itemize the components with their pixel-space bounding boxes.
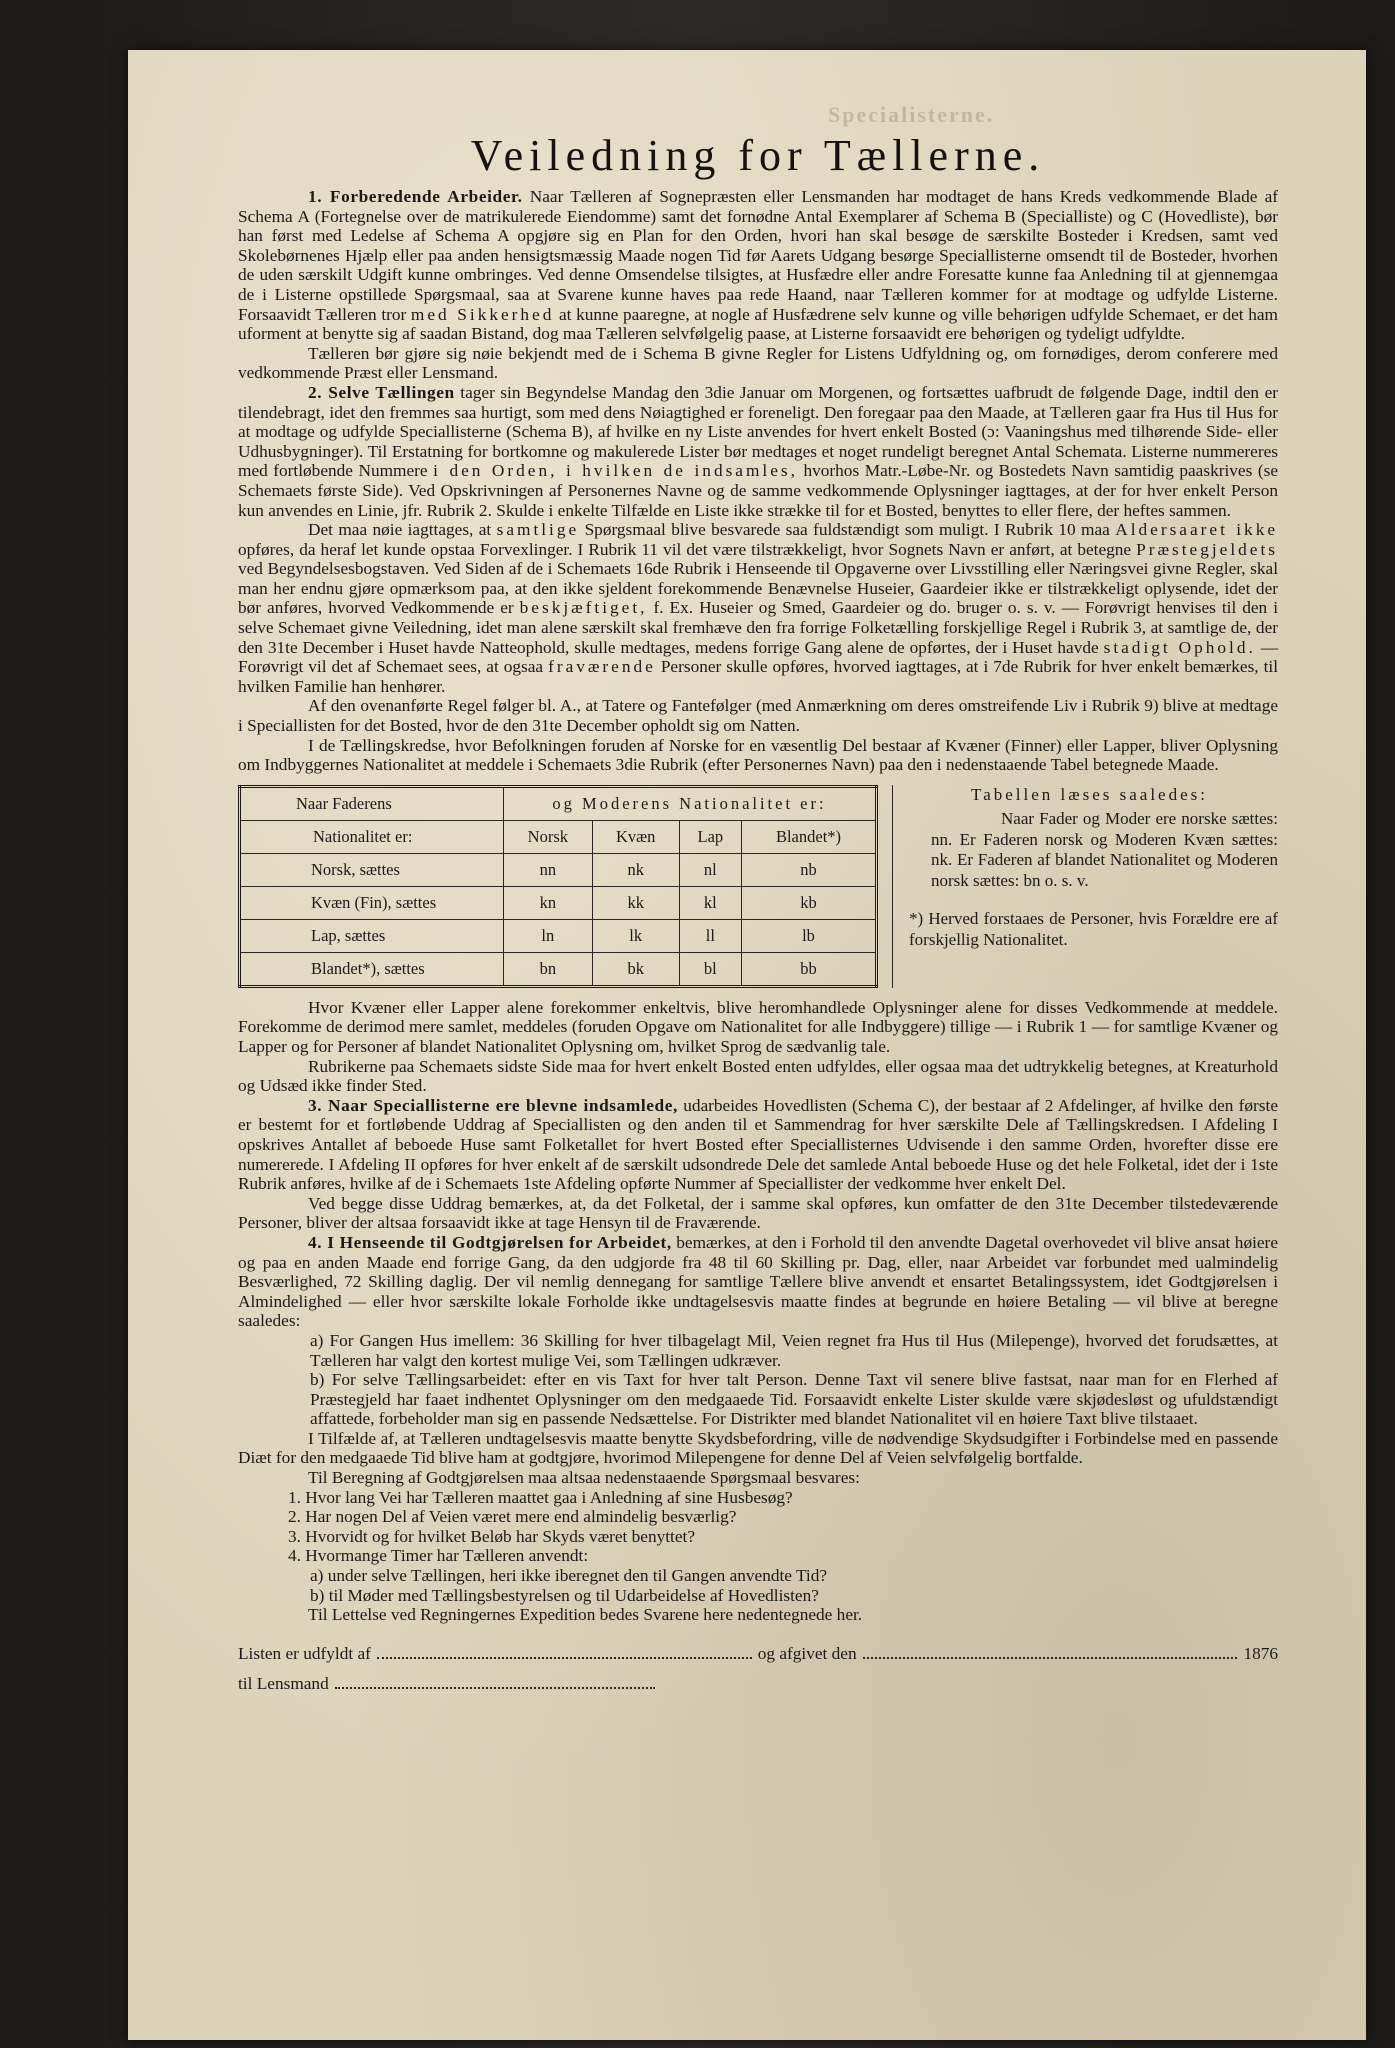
table-cell: ll [679,919,741,952]
table-cell: bn [504,952,593,986]
nationality-table-area [238,785,1278,988]
table-cell: kb [741,886,876,919]
table-col-header: Blandet*) [741,820,876,853]
explanation-title: Tabellen læses saaledes: [971,784,1208,804]
signoff-delivered-label: og afgivet den [757,1643,857,1663]
table-col-header: Kvæn [592,820,679,853]
page-title: Veiledning for Tællerne. [470,131,1046,180]
lensmand-blank [335,1673,655,1689]
signoff-filled-by-label: Listen er udfyldt af [238,1643,371,1663]
filled-by-blank [377,1643,752,1659]
section-4-paragraph-1: 4. I Henseende til Godtgjørelsen for Arbeidet, bemærkes, at den i Forhold til den anvendte Dagetal overhovedet vil blive ansat høiere og paa en anden Maade end forrige Gang, da den udgjorde fra 48 til 60 Skilling pr. Dag, eller, naar Arbeidet var forbundet med ualmindelig Besværlighed, 72 Skilling daglig. Der vil nemlig dennegang for samtlige Tællere blive anvendt et ensartet Betalingssystem, idet Godtgjørelsen i Almindelighed — eller hvor særskilte lokale Forholde ikke undtagelsesvis maatte findes at begrunde en høiere Betaling — vil blive at beregne saaledes: [238,1232,1278,1331]
question-2: 2. Har nogen Del af Veien været mere end almindelig besværlig? [288,1507,737,1527]
section-2-paragraph-2: Det maa nøie iagttages, at samtlige Spørgsmaal blive besvarede saa fuldstændigt som muligt. I Rubrik 10 maa Aldersaaret ikke opføres, da heraf let kunde opstaa Forvexlinger. I Rubrik 11 vil det være tilstrækkeligt, hvor Sognets Navn er anført, at betegne Præstegjeldets ved Begyndelsesbogstaven. Ved Siden af de i Schemaets 16de Rubrik i Henseende til Opgaverne over Livsstilling eller Næringsvei givne Regler, skal man her endnu gjøre opmærksom paa, at den ikke sjeldent forekommende Benævnelse Huseier, Gaardeier ikke er tilstrækkeligt oplysende, idet der bør anføres, hvorved Vedkommende er beskjæftiget, f. Ex. Huseier og Smed, Gaardeier og do. bruger o. s. v. — Forøvrigt henvises til den i selve Schemaet givne Veiledning, idet man alene særskilt skal fremhæve den fra forrige Folketælling forskjellige Regel i Rubrik 3, at samtlige de, der den 31te December i Huset havde Natteophold, skulle medtages, medens forrige Gang alene de opførtes, der i Huset havde stadigt Ophold. — Forøvrigt vil det af Schemaet sees, at ogsaa fraværende Personer skulle opføres, hvorved iagttages, at i 7de Rubrik for hver enkelt bemærkes, til hvilken Familie han henhører. [238,520,1279,696]
question-3: 3. Hvorvidt og for hvilket Beløb har Skyds været benyttet? [288,1526,696,1546]
section-4-item-a: a) For Gangen Hus imellem: 36 Skilling for hver tilbagelagt Mil, Veien regnet fra Hus til Hus (Milepenge), hvorved det forudsættes, at Tælleren har valgt den kortest mulige Vei, som Tællingen udkræver. [310,1330,1278,1370]
section-1-paragraph-2: Tælleren bør gjøre sig nøie bekjendt med de i Schema B givne Regler for Listens Udfyldning og, om fornødiges, derom conferere med vedkommende Præst eller Lensmand. [238,343,1278,383]
table-header-father: Naar Faderens [240,786,504,820]
section-4-paragraph-4: Til Lettelse ved Regningernes Expedition bedes Svarene here nedentegnede her. [308,1605,863,1625]
table-explanation [892,785,1278,988]
signoff-block [238,1639,1278,1699]
table-cell: ln [504,919,593,952]
table-cell: bl [679,952,741,986]
question-1: 1. Hvor lang Vei har Tælleren maattet gaa i Anledning af sine Husbesøg? [288,1487,793,1507]
document-page [128,50,1366,2040]
table-cell: nl [679,853,741,886]
table-row-label: Kvæn (Fin), sættes [240,886,504,919]
question-4a: a) under selve Tællingen, heri ikke iberegnet den til Gangen anvendte Tid? [310,1566,828,1586]
table-cell: lk [592,919,679,952]
section-4-item-b: b) For selve Tællingsarbeidet: efter en vis Taxt for hver talt Person. Denne Taxt vil senere blive fastsat, naar man for en Flerhed af Præstegjeld har faaet indhentet Oplysninger om den medgaaede Tid. Forsaavidt enkelte Lister skulde være skjødesløst og ufuldstændigt affattede, forbeholder man sig en passende Nedsættelse. For Distrikter med blandet Nationalitet vil en høiere Taxt blive tilstaaet. [310,1370,1278,1429]
section-3-paragraph-2: Ved begge disse Uddrag bemærkes, at, da det Folketal, der i samme skal opføres, kun omfatter de den 31te December tilstedeværende Personer, bliver der altsaa forsaavidt ikke at tage Hensyn til de Fraværende. [238,1193,1278,1233]
delivered-date-blank [863,1643,1238,1659]
table-row [240,853,877,886]
section-2-paragraph-6: Rubrikerne paa Schemaets sidste Side maa for hvert enkelt Bosted enten udfyldes, eller ogsaa maa det udtrykkelig betegnes, at Kreaturhold og Udsæd ikke finder Sted. [238,1056,1278,1096]
signoff-line-2 [238,1669,1278,1699]
signoff-lensmand-label: til Lensmand [238,1673,329,1693]
section-1-heading: 1. Forberedende Arbeider. [308,187,523,206]
bleed-through-header: Specialisterne. [828,102,995,127]
table-row-label: Blandet*), sættes [240,952,504,986]
question-4b: b) til Møder med Tællingsbestyrelsen og til Udarbeidelse af Hovedlisten? [310,1585,819,1605]
signoff-year: 1876 [1243,1643,1279,1663]
section-2-paragraph-3: Af den ovenanførte Regel følger bl. A., at Tatere og Fantefølger (med Anmærkning om deres omstreifende Liv i Rubrik 9) blive at medtage i Speciallisten for det Bosted, hvor de den 31te December opholdt sig om Natten. [238,696,1278,736]
explanation-footnote: *) Herved forstaaes de Personer, hvis Forældre ere af forskjellig Nationalitet. [909,909,1278,949]
table-row-label: Norsk, sættes [240,853,504,886]
table-header-father-2: Nationalitet er: [240,820,504,853]
section-2-paragraph-1: 2. Selve Tællingen tager sin Begyndelse Mandag den 3die Januar om Morgenen, og fortsættes uafbrudt de følgende Dage, indtil den er tilendebragt, idet den fremmes saa hurtigt, som med dens Nøiagtighed er foreneligt. Den foregaar paa den Maade, at Tælleren gaar fra Hus til Hus for at modtage og udfylde Speciallisterne (Schema B), af hvilke en ny Liste anvendes for hvert enkelt Bosted (ɔ: Vaaningshus med tilhørende Side- eller Udhusbygninger). Til Erstatning for bortkomne og makulerede Lister bør medtages et noget rundeligt beregnet Antal Schemata. Listerne nummereres med fortløbende Nummere i den Orden, i hvilken de indsamles, hvorhos Matr.-Løbe-Nr. og Bostedets Navn samtidig paaskrives (se Schemaets første Side). Ved Opskrivningen af Personernes Navne og de samme vedkommende Oplysninger iagttages, at der for hver enkelt Person kun anvendes en Linie, jfr. Rubrik 2. Skulde i enkelte Tilfælde en Liste ikke strække til for et Bosted, benyttes to eller flere, der heftes sammen. [238,382,1278,520]
section-2-paragraph-4: I de Tællingskredse, hvor Befolkningen foruden af Norske for en væsentlig Del bestaar af Kvæner (Finner) eller Lapper, bliver Oplysning om Indbyggernes Nationalitet at meddele i Schemaets 3die Rubrik (efter Personernes Navn) paa den i nedenstaaende Tabel betegnede Maade. [238,735,1278,775]
section-3-paragraph-1: 3. Naar Speciallisterne ere blevne indsamlede, udarbeides Hovedlisten (Schema C), der bestaar af 2 Afdelinger, af hvilke den første er bestemt for et fortløbende Uddrag af Speciallisten og den anden til et Sammendrag for hver særskilte Dele af Tællingskredsen. I Afdeling I opskrives Antallet af beboede Huse samt Folketallet for hvert Bosted efter Speciallisternes Udvisende i den samme Orden, hvorefter disse ere numererede. I Afdeling II opføres for hver enkelt af de særskilt udsondrede Dele det samlede Antal beboede Huse og det hele Folketal, idet der i 1ste Rubrik anføres, hvilke af de i Schemaets 1ste Afdeling opførte Nummer af Speciallister der vedkomme hver enkelt Del. [238,1095,1278,1194]
question-4: 4. Hvormange Timer har Tælleren anvendt: [288,1546,589,1566]
table-row-label: Lap, sættes [240,919,504,952]
signoff-line-1 [238,1639,1278,1669]
table-header-mother: og Moderens Nationalitet er: [504,786,877,820]
section-3-heading: 3. Naar Speciallisterne ere blevne indsamlede, [308,1095,678,1115]
section-4-paragraph-3: Til Beregning af Godtgjørelsen maa altsaa nedenstaaende Spørgsmaal besvares: [308,1468,860,1488]
section-2-paragraph-5: Hvor Kvæner eller Lapper alene forekommer enkeltvis, blive heromhandlede Oplysninger alene for disses Vedkommende at meddele. Forekomme de derimod mere samlet, meddeles (foruden Opgave om Nationalitet for alle Indbyggere) tillige — i Rubrik 1 — for samtlige Kvæner og Lapper og for Personer af blandet Nationalitet Oplysning om, hvilket Sprog de sædvanlig tale. [238,997,1278,1056]
table-cell: kl [679,886,741,919]
table-row [240,952,877,986]
table-cell: nn [504,853,593,886]
table-cell: bb [741,952,876,986]
table-cell: nb [741,853,876,886]
section-4-paragraph-2: I Tilfælde af, at Tælleren undtagelsesvis maatte benytte Skydsbefordring, ville de nødvendige Skydsudgifter i Forbindelse med en passende Diæt for den medgaaede Tid blive ham at godtgjøre, hvorimod Milepengene for denne Del af Veien selvfølgelig bortfalde. [238,1428,1278,1468]
section-4-heading: 4. I Henseende til Godtgjørelsen for Arbeidet, [308,1232,672,1252]
instruction-text [238,187,1278,1625]
table-cell: lb [741,919,876,952]
table-row [240,886,877,919]
table-cell: nk [592,853,679,886]
table-cell: kk [592,886,679,919]
section-1-paragraph-1: 1. Forberedende Arbeider. Naar Tælleren af Sognepræsten eller Lensmanden har modtaget de hans Kreds vedkommende Blade af Schema A (Fortegnelse over de matrikulerede Eiendomme) samt det fornødne Antal Exemplarer af Schema B (Specialliste) og C (Hovedliste), bør han først med Ledelse af Schema A opgjøre sig en Plan for den Orden, hvori han skal besøge de særskilte Bosteder i Kredsen, samt ved Skolebørnenes Hjælp eller paa anden hensigtsmæssig Maade nogen Tid før Aarets Udgang besørge Speciallisterne omsendt til de Bosteder, hvorhen de uden særskilt Udgift kunne ombringes. Ved denne Omsendelse tilsigtes, at Husfædre eller andre Foresatte kunne faa Anledning til at gjennemgaa de i Listerne opstillede Spørgsmaal, saa at Svarene kunne haves paa rede Haand, naar Tælleren kommer for at modtage og udfylde Listerne. Forsaavidt Tælleren tror med Sikkerhed at kunne paaregne, at nogle af Husfædrene selv kunne og ville behørigen udfylde Schemaet, er det ham uforment at benytte sig af saadan Bistand, dog maa Tælleren selvfølgelig paase, at Listerne forsaavidt ere behørigen og tydeligt udfyldte. [238,187,1278,344]
table-cell: bk [592,952,679,986]
table-cell: kn [504,886,593,919]
nationality-table [238,785,878,988]
table-col-header: Norsk [504,820,593,853]
section-2-heading: 2. Selve Tællingen [308,382,455,402]
explanation-text: Naar Fader og Moder ere norske sættes: nn. Er Faderen norsk og Moderen Kvæn sættes: nk. Er Faderen af blandet Nationalitet og Moderen norsk sættes: bn o. s. v. [931,809,1278,890]
table-row [240,919,877,952]
table-col-header: Lap [679,820,741,853]
page-content [238,130,1278,1699]
